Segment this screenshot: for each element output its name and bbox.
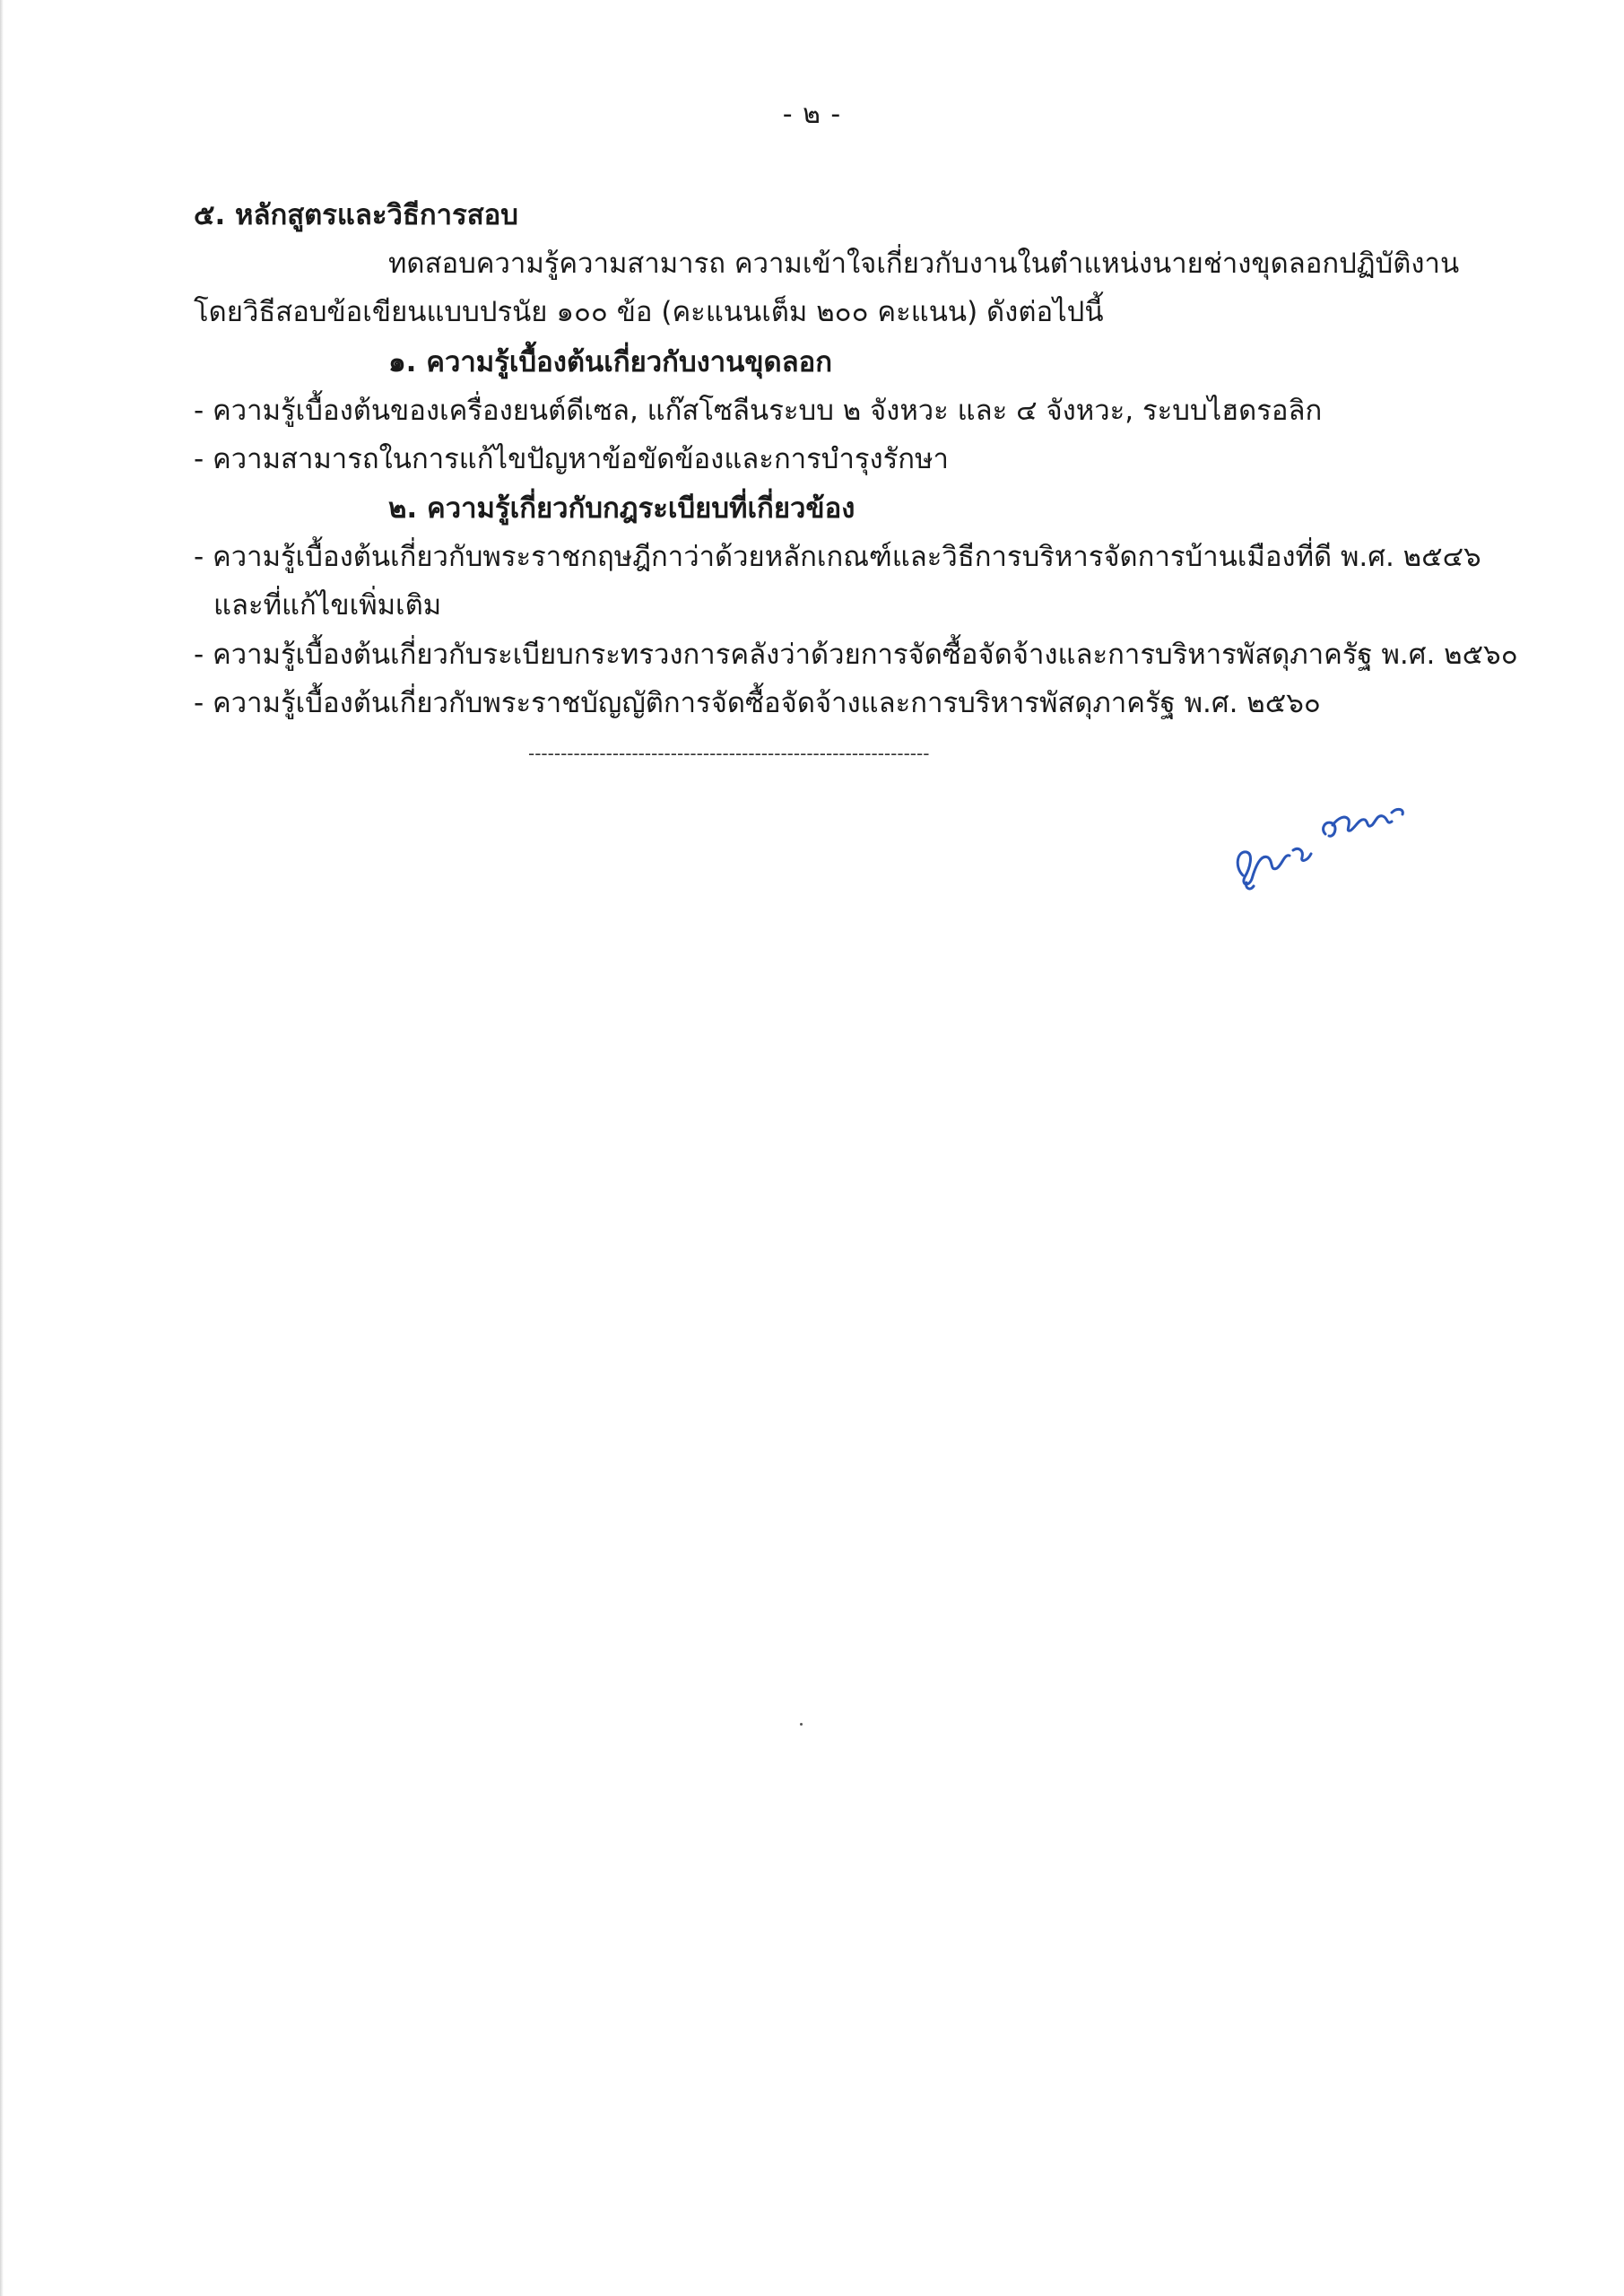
subsection-title-1: ๑. ความรู้เบื้องต้นเกี่ยวกับงานขุดลอก	[388, 346, 833, 378]
handwritten-signature	[1225, 761, 1422, 895]
intro-text-line-1: ทดสอบความรู้ความสามารถ ความเข้าใจเกี่ยวกับงานในตำแหน่งนายช่างขุดลอกปฏิบัติงาน	[388, 248, 1460, 280]
list-item: - ความรู้เบื้องต้นเกี่ยวกับระเบียบกระทรวงการคลังว่าด้วยการจัดซื้อจัดจ้างและการบริหารพัสดุภาครัฐ พ.ศ. ๒๕๖๐	[194, 639, 1518, 671]
dashed-separator: --------------------------------------------------------------	[528, 743, 930, 764]
list-item: - ความรู้เบื้องต้นเกี่ยวกับพระราชกฤษฎีกาว่าด้วยหลักเกณฑ์และวิธีการบริหารจัดการบ้านเมืองที่ดี พ.ศ. ๒๕๔๖	[194, 541, 1481, 573]
list-item: - ความรู้เบื้องต้นเกี่ยวกับพระราชบัญญัติการจัดซื้อจัดจ้างและการบริหารพัสดุภาครัฐ พ.ศ. ๒๕๖๐	[194, 687, 1321, 719]
list-item-continuation: และที่แก้ไขเพิ่มเติม	[213, 589, 442, 622]
intro-text-line-2: โดยวิธีสอบข้อเขียนแบบปรนัย ๑๐๐ ข้อ (คะแนนเต็ม ๒๐๐ คะแนน) ดังต่อไปนี้	[194, 296, 1104, 328]
list-item: - ความสามารถในการแก้ไขปัญหาข้อขัดข้องและการบำรุงรักษา	[194, 443, 949, 475]
list-item: - ความรู้เบื้องต้นของเครื่องยนต์ดีเซล, แก๊สโซลีนระบบ ๒ จังหวะ และ ๔ จังหวะ, ระบบไฮดรอลิก	[194, 395, 1323, 427]
scan-edge	[0, 0, 4, 2296]
section-heading: ๕. หลักสูตรและวิธีการสอบ	[194, 199, 518, 231]
subsection-title-2: ๒. ความรู้เกี่ยวกับกฎระเบียบที่เกี่ยวข้อง	[388, 492, 855, 525]
scan-speck	[800, 1723, 803, 1726]
page-number: - ๒ -	[782, 99, 842, 130]
